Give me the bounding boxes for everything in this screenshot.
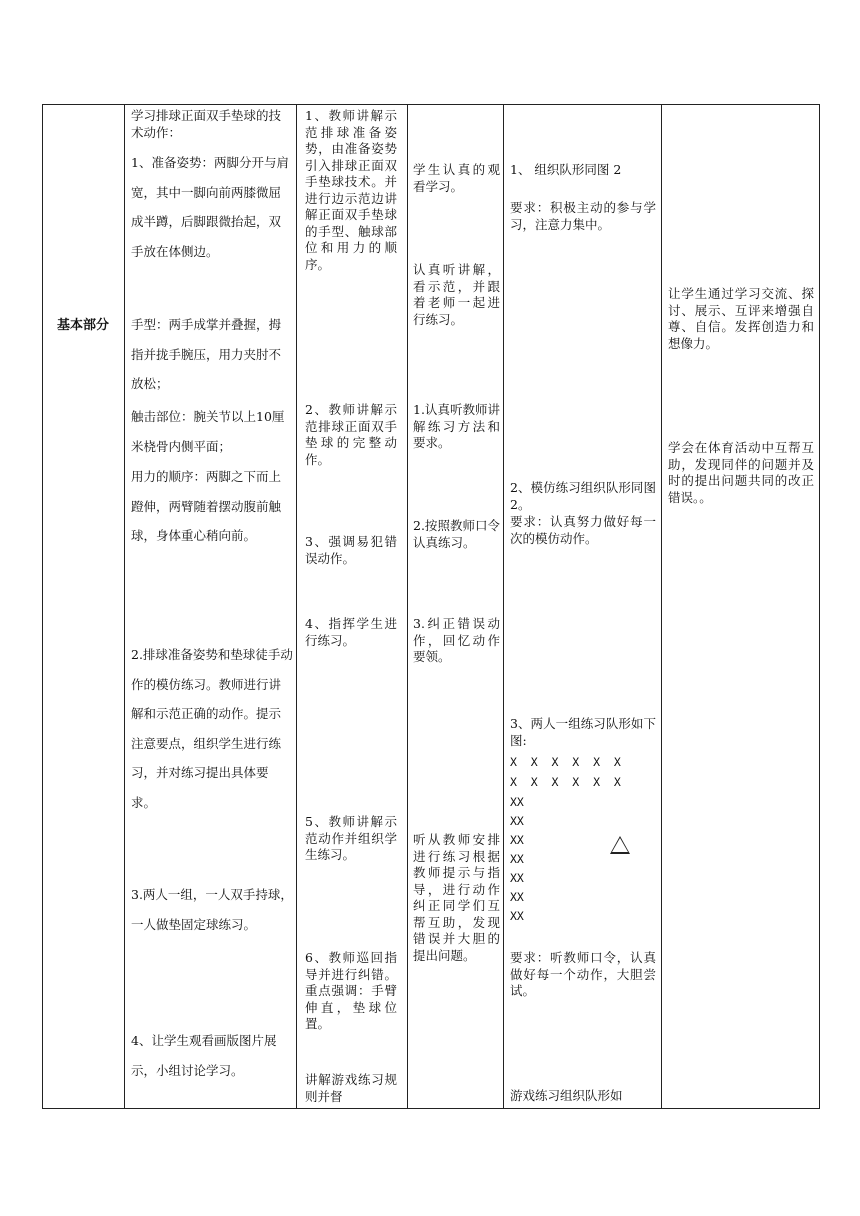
org-step-4: 游戏练习组织队形如 bbox=[510, 1088, 623, 1103]
student-step-1: 学生认真的观看学习。 bbox=[413, 162, 500, 194]
formation-row-1: X X X X X X bbox=[510, 755, 621, 769]
column-divider bbox=[42, 104, 43, 1109]
student-step-6: 听从教师安排进行练习根据教师提示与指导，进行动作纠正同学们互帮互助，发现错误并大胆的提出问题。 bbox=[413, 832, 500, 963]
formation-row-2: X X X X X X bbox=[510, 775, 621, 789]
student-step-5: 3.纠正错误动作，回忆动作要领。 bbox=[413, 616, 500, 664]
content-mimic: 2.排球准备姿势和垫球徒手动作的模仿练习。教师进行讲解和示范正确的动作。提示注意要点，组织学生进行练习，并对练习提出具体要求。 bbox=[131, 647, 293, 810]
content-prep: 1、准备姿势：两脚分开与肩宽，其中一脚向前两膝微屈成半蹲，后脚跟微抬起，双手放在体侧边。 bbox=[131, 155, 289, 259]
formation-pair: XX bbox=[510, 909, 524, 923]
content-watch: 4、让学生观看画版图片展示，小组讨论学习。 bbox=[131, 1033, 277, 1078]
org-step-1-requirement: 要求：积极主动的参与学习，注意力集中。 bbox=[510, 200, 656, 232]
content-column bbox=[125, 104, 296, 1109]
teacher-step-1: 1、教师讲解示范排球准备姿势，由准备姿势引入排球正面双手垫球技术。并进行边示范边讲解正面双手垫球的手型、触球部位和用力的顺序。 bbox=[305, 108, 397, 272]
organization-column bbox=[504, 104, 661, 1109]
org-step-2-requirement: 要求：认真努力做好每一次的模仿动作。 bbox=[510, 514, 656, 546]
goal-2: 学会在体育活动中互帮互助，发现同伴的问题并及时的提出问题共同的改正错误。。 bbox=[668, 440, 814, 505]
content-hand: 手型：两手成掌并叠握，拇指并拢手腕压，用力夹肘不放松； bbox=[131, 317, 282, 391]
formation-pair: XX bbox=[510, 833, 524, 847]
content-pair: 3.两人一组，一人双手持球，一人做垫固定球练习。 bbox=[131, 887, 293, 932]
formation-pair: XX bbox=[510, 890, 524, 904]
goal-1: 让学生通过学习交流、探讨、展示、互评来增强自尊、自信。发挥创造力和想像力。 bbox=[668, 286, 814, 351]
content-heading: 学习排球正面双手垫球的技术动作： bbox=[131, 108, 282, 140]
column-divider bbox=[819, 104, 820, 1109]
teacher-step-5: 5、教师讲解示范动作并组织学生练习。 bbox=[305, 814, 397, 862]
org-step-3-requirement: 要求：听教师口令，认真做好每一个动作，大胆尝试。 bbox=[510, 950, 656, 998]
org-step-3: 3、两人一组练习队形如下图: bbox=[510, 716, 656, 748]
content-contact: 触击部位：腕关节以上10厘米桡骨内侧平面； bbox=[131, 409, 285, 454]
lesson-plan-table bbox=[42, 104, 820, 1109]
formation-pair: XX bbox=[510, 795, 524, 809]
teacher-step-2: 2、教师讲解示范排球正面双手垫球的完整动作。 bbox=[305, 402, 397, 467]
teacher-position-triangle-icon bbox=[610, 836, 630, 854]
student-step-4: 2.按照教师口令认真练习。 bbox=[413, 518, 500, 550]
teacher-step-3: 3、强调易犯错误动作。 bbox=[305, 534, 397, 566]
formation-pair: XX bbox=[510, 852, 524, 866]
formation-pair: XX bbox=[510, 871, 524, 885]
student-step-3: 1.认真听教师讲解练习方法和要求。 bbox=[413, 402, 500, 450]
student-step-2: 认真听讲解，看示范，并跟着老师一起进行练习。 bbox=[413, 262, 500, 327]
teacher-step-7: 讲解游戏练习规则并督 bbox=[305, 1072, 397, 1104]
org-step-1: 1、 组织队形同图 2 bbox=[510, 162, 622, 177]
teacher-step-4: 4、指挥学生进行练习。 bbox=[305, 616, 397, 648]
teacher-step-6: 6、教师巡回指导并进行纠错。重点强调：手臂伸直，垫球位置。 bbox=[305, 950, 397, 1031]
formation-pair: XX bbox=[510, 814, 524, 828]
section-label: 基本部分 bbox=[56, 318, 109, 333]
teacher-column bbox=[297, 104, 407, 1109]
student-column bbox=[408, 104, 503, 1109]
org-step-2: 2、模仿练习组织队形同图 2。 bbox=[510, 480, 656, 512]
content-force: 用力的顺序：两脚之下而上蹬伸，两臂随着摆动腹前触球，身体重心稍向前。 bbox=[131, 469, 282, 543]
goals-column bbox=[662, 104, 819, 1109]
